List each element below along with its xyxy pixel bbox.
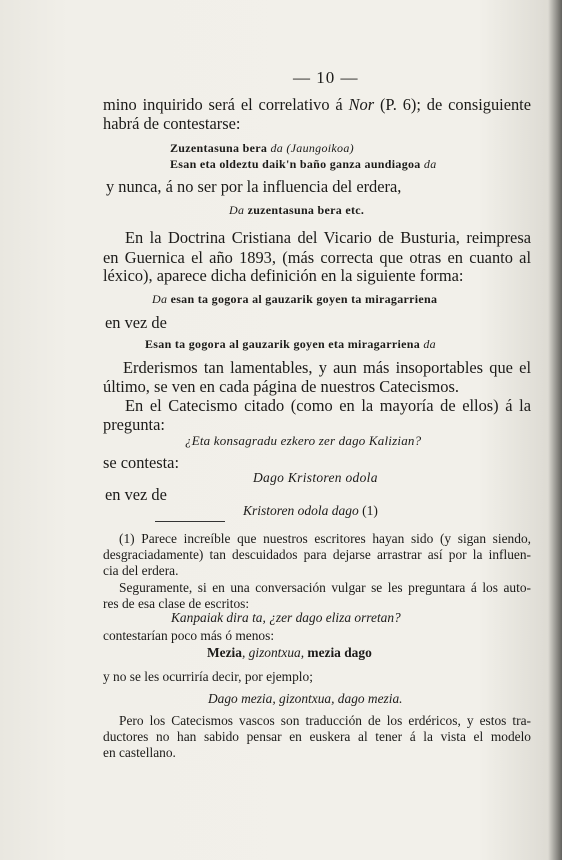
example-line: Esan ta gogora al gauzarik goyen eta miragarriena da [145,337,436,351]
body-line: En la Doctrina Cristiana del Vicario de Busturia, reimpresa [125,228,531,247]
body-line: en vez de [105,313,167,332]
footnote-line: contestarían poco más ó menos: [103,628,275,643]
body-line: léxico), aparece dicha definición en la siguiente forma: [103,266,464,285]
footnote-line: res de esa clase de escritos: [103,596,250,611]
example-line: Dago Kristoren odola [253,470,378,485]
body-line: último, se ven en cada página de nuestros Catecismos. [103,377,459,396]
body-line: pregunta: [103,415,165,434]
footnote-line: Seguramente, si en una conversación vulgar se les preguntara á los auto- [119,580,531,595]
example-line: Da esan ta gogora al gauzarik goyen ta miragarriena [152,292,438,306]
footnote-example: Dago mezia, gizontxua, dago mezia. [208,691,403,706]
footnote-line: (1) Parece increíble que nuestros escritores hayan sido (y sigan siendo, [119,531,531,546]
footnote-example: Kanpaiak dira ta, ¿zer dago eliza orretan? [171,610,401,625]
example-line: Kristoren odola dago (1) [243,503,378,518]
page-number: — 10 — [293,68,359,87]
example-line: Esan eta oldeztu daik'n baño ganza aundiagoa da [170,157,437,171]
body-line: y nunca, á no ser por la influencia del erdera, [106,177,402,196]
example-line: ¿Eta konsagradu ezkero zer dago Kalizian? [185,433,422,448]
body-line: en vez de [105,485,167,504]
footnote-example: Mezia, gizontxua, mezia dago [207,645,372,660]
footnote-line: y no se les ocurriría decir, por ejemplo; [103,669,313,684]
body-line: se contesta: [103,453,180,472]
example-line: Zuzentasuna bera da (Jaungoikoa) [170,141,354,155]
footnote-line: en castellano. [103,745,176,760]
footnote-line: desgraciadamente) tan descuidados para dejarse arrastrar así por la influen- [103,547,531,562]
body-line: habrá de contestarse: [103,114,241,133]
footnote-separator [155,521,225,522]
body-line: mino inquirido será el correlativo á Nor (P. 6); de consiguiente [103,95,532,114]
body-line: En el Catecismo citado (como en la mayoría de ellos) á la [125,396,531,415]
footnote-line: ductores no han sabido pensar en euskera al tener á la vista el modelo [103,729,531,744]
body-line: en Guernica el año 1893, (más correcta que otras en cuanto al [103,248,531,267]
footnote-line: Pero los Catecismos vascos son traducción de los erdéricos, y estos tra- [119,713,531,728]
footnote-line: cia del erdera. [103,563,179,578]
body-line: Erderismos tan lamentables, y aun más insoportables que el [123,358,531,377]
example-line: Da zuzentasuna bera etc. [229,203,365,217]
